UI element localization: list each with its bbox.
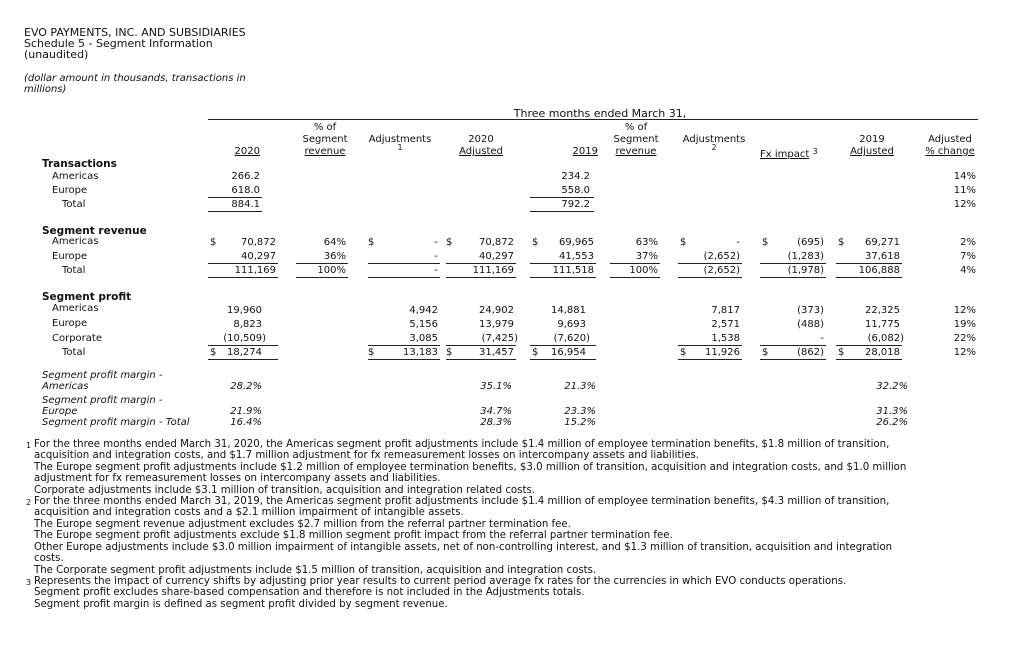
footnote-line: The Europe segment profit adjustments include $1.2 million of employee termination benefits, $3.0 million of transition, acquisition and integration costs, and $1.0 million	[34, 462, 907, 473]
rule	[208, 263, 278, 264]
cell: 558.0	[561, 185, 590, 196]
dollar-sign: $	[368, 237, 375, 248]
rule	[208, 277, 278, 278]
footnote-line: Other Europe adjustments include $3.0 million impairment of intangible assets, net of non-controlling interest, and $1.3 million of transition, acquisition and integration	[34, 542, 893, 553]
company-name: EVO PAYMENTS, INC. AND SUBSIDIARIES	[24, 26, 246, 39]
cell: 111,169	[472, 265, 514, 276]
col-adj2-note: 2	[711, 143, 717, 152]
cell: 21.3%	[564, 381, 596, 392]
cell: 37,618	[865, 251, 900, 262]
col-adj1-note: 1	[397, 143, 403, 152]
cell: 28.2%	[230, 381, 262, 392]
cell: 19%	[953, 319, 976, 330]
rule	[296, 263, 348, 264]
col-2020: 2020	[234, 146, 260, 157]
cell: 63%	[635, 237, 658, 248]
cell: 100%	[317, 265, 346, 276]
cell: 5,156	[409, 319, 438, 330]
cell: 8,823	[233, 319, 262, 330]
rule	[678, 277, 742, 278]
margin-americas-label-l2: Americas	[42, 381, 89, 392]
rule	[530, 197, 594, 198]
dollar-sign: $	[762, 237, 769, 248]
rule	[530, 359, 596, 360]
period-title: Three months ended March 31,	[513, 107, 687, 120]
cell: 14,881	[551, 305, 586, 316]
cell: (7,425)	[481, 333, 518, 344]
rule	[208, 359, 278, 360]
cell: 13,183	[403, 347, 438, 358]
section-transactions: Transactions	[42, 158, 117, 170]
dollar-sign: $	[680, 237, 687, 248]
margin-americas-label-l1: Segment profit margin -	[42, 370, 163, 381]
cell: 13,979	[479, 319, 514, 330]
cell: 884.1	[231, 199, 260, 210]
footnote-number: 2	[26, 498, 32, 507]
dollar-sign: $	[762, 347, 769, 358]
cell: (373)	[797, 305, 824, 316]
cell: 64%	[323, 237, 346, 248]
footnote-line: Segment profit margin is defined as segment profit divided by segment revenue.	[34, 599, 448, 610]
cell: -	[434, 237, 438, 248]
footnote-line: acquisition and integration costs and a $2.1 million impairment of intangible assets.	[34, 507, 464, 518]
cell: 12%	[953, 199, 976, 210]
cell: 22,325	[865, 305, 900, 316]
cell: 23.3%	[564, 406, 596, 417]
cell: 28,018	[865, 347, 900, 358]
cell: 41,553	[559, 251, 594, 262]
cell: 18,274	[227, 347, 262, 358]
col-2020adj-l1: 2020	[468, 134, 494, 145]
cell: 111,169	[234, 265, 276, 276]
rule	[678, 345, 742, 346]
cell: 3,085	[409, 333, 438, 344]
rule	[446, 359, 516, 360]
cell: 70,872	[241, 237, 276, 248]
cell: 266.2	[231, 171, 260, 182]
cell: (7,620)	[553, 333, 590, 344]
rule	[836, 345, 902, 346]
cell: 11,926	[705, 347, 740, 358]
dollar-sign: $	[838, 347, 845, 358]
cell: 11,775	[865, 319, 900, 330]
col-pct1-l3: revenue	[304, 146, 346, 157]
rule	[530, 211, 594, 212]
cell: (1,283)	[787, 251, 824, 262]
margin-europe-label-l1: Segment profit margin -	[42, 395, 163, 406]
row-label: Americas	[52, 236, 99, 247]
cell: 12%	[953, 305, 976, 316]
footnote-number: 3	[26, 578, 32, 587]
rule	[760, 277, 826, 278]
cell: 111,518	[552, 265, 594, 276]
footnote-line: The Europe segment revenue adjustment excludes $2.7 million from the referral partner termination fee.	[34, 519, 571, 530]
cell: 4,942	[409, 305, 438, 316]
cell: (695)	[797, 237, 824, 248]
dollar-sign: $	[446, 237, 453, 248]
col-pct2-l2: Segment	[613, 134, 659, 145]
cell: 106,888	[858, 265, 900, 276]
rule	[836, 277, 902, 278]
col-pct2-l3: revenue	[615, 146, 657, 157]
cell: -	[820, 333, 824, 344]
cell: 40,297	[479, 251, 514, 262]
row-label: Europe	[52, 251, 88, 262]
rule	[678, 359, 742, 360]
row-label: Europe	[52, 185, 88, 196]
rule	[368, 277, 440, 278]
col-chg-l1: Adjusted	[928, 134, 972, 145]
cell: 31.3%	[876, 406, 908, 417]
footnote-line: adjustment for fx remeasurement losses on intercompany assets and liabilities.	[34, 473, 441, 484]
cell: 21.9%	[230, 406, 262, 417]
footnote-line: Represents the impact of currency shifts by adjusting prior year results to current period average fx rates for the currencies in which EVO conducts operations.	[34, 576, 847, 587]
section-segment-profit: Segment profit	[42, 291, 132, 303]
rule	[368, 263, 440, 264]
rule	[446, 263, 516, 264]
row-label: Americas	[52, 303, 99, 314]
row-label: Total	[62, 347, 86, 358]
rule	[530, 277, 596, 278]
col-2019: 2019	[572, 146, 598, 157]
cell: 15.2%	[564, 417, 596, 428]
cell: 16.4%	[230, 417, 262, 428]
row-label: Total	[62, 265, 86, 276]
rule	[678, 263, 742, 264]
margin-total-label: Segment profit margin - Total	[42, 417, 190, 428]
cell: 11%	[953, 185, 976, 196]
cell: 7,817	[711, 305, 740, 316]
rule	[208, 197, 262, 198]
cell: (6,082)	[867, 333, 904, 344]
footnote-line: costs.	[34, 553, 64, 564]
cell: 35.1%	[480, 381, 512, 392]
cell: (2,652)	[703, 265, 740, 276]
rule	[368, 345, 440, 346]
margin-europe-label-l2: Europe	[42, 406, 78, 417]
rule	[446, 277, 516, 278]
dollar-sign: $	[532, 237, 539, 248]
cell: -	[434, 265, 438, 276]
rule	[530, 263, 596, 264]
col-pct2-l1: % of	[624, 122, 648, 133]
cell: 16,954	[551, 347, 586, 358]
units-note-line1: (dollar amount in thousands, transactions in	[24, 73, 246, 84]
footnote-line: Segment profit excludes share-based compensation and therefore is not included in the Adjustments totals.	[34, 587, 585, 598]
cell: 12%	[953, 347, 976, 358]
cell: 22%	[953, 333, 976, 344]
cell: 7%	[960, 251, 976, 262]
cell: 19,960	[227, 305, 262, 316]
col-adj1: Adjustments	[368, 134, 432, 145]
row-label: Europe	[52, 318, 88, 329]
cell: 100%	[629, 265, 658, 276]
dollar-sign: $	[446, 347, 453, 358]
col-adj2: Adjustments	[682, 134, 746, 145]
col-fx: Fx impact $^3$	[760, 147, 818, 160]
rule	[446, 345, 516, 346]
cell: 26.2%	[876, 417, 908, 428]
cell: 2,571	[711, 319, 740, 330]
dollar-sign: $	[368, 347, 375, 358]
cell: 70,872	[479, 237, 514, 248]
footnote-line: The Corporate segment profit adjustments include $1.5 million of transition, acquisition and integration costs.	[34, 565, 597, 576]
rule	[836, 263, 902, 264]
cell: -	[736, 237, 740, 248]
cell: 37%	[635, 251, 658, 262]
col-chg-l2: % change	[925, 146, 975, 157]
cell: 24,902	[479, 305, 514, 316]
cell: 792.2	[561, 199, 590, 210]
rule	[760, 359, 826, 360]
cell: 9,693	[557, 319, 586, 330]
cell: 34.7%	[480, 406, 512, 417]
rule	[760, 263, 826, 264]
footnote-number: 1	[26, 441, 32, 450]
schedule-title: Schedule 5 - Segment Information	[24, 37, 213, 50]
col-pct1-l2: Segment	[302, 134, 348, 145]
rule	[610, 263, 660, 264]
col-2019adj-l2: Adjusted	[850, 146, 894, 157]
cell: (2,652)	[703, 251, 740, 262]
unaudited-note: (unaudited)	[24, 48, 89, 61]
row-label: Total	[62, 199, 86, 210]
cell: 31,457	[479, 347, 514, 358]
footnote-line: For the three months ended March 31, 2019, the Americas segment profit adjustments include $1.4 million of employee termination benefits, $4.3 million of transition,	[34, 496, 890, 507]
cell: 36%	[323, 251, 346, 262]
header-rule	[208, 119, 978, 120]
rule	[368, 359, 440, 360]
footnote-line: The Europe segment profit adjustments exclude $1.8 million segment profit impact from the referral partner termination fee.	[34, 530, 673, 541]
cell: 69,965	[559, 237, 594, 248]
rule	[208, 211, 262, 212]
col-2019adj-l1: 2019	[859, 134, 885, 145]
cell: 28.3%	[480, 417, 512, 428]
rule	[760, 345, 826, 346]
cell: 14%	[953, 171, 976, 182]
rule	[530, 345, 596, 346]
col-pct1-l1: % of	[313, 122, 337, 133]
row-label: Americas	[52, 171, 99, 182]
rule	[610, 277, 660, 278]
cell: 1,538	[711, 333, 740, 344]
col-2020adj-l2: Adjusted	[459, 146, 503, 157]
cell: 2%	[960, 237, 976, 248]
cell: 618.0	[231, 185, 260, 196]
cell: (862)	[797, 347, 824, 358]
dollar-sign: $	[210, 347, 217, 358]
units-note-line2: millions)	[24, 84, 67, 95]
cell: -	[434, 251, 438, 262]
footnote-line: Corporate adjustments include $3.1 million of transition, acquisition and integration related costs.	[34, 485, 536, 496]
dollar-sign: $	[838, 237, 845, 248]
cell: 32.2%	[876, 381, 908, 392]
footnote-line: For the three months ended March 31, 2020, the Americas segment profit adjustments include $1.4 million of employee termination benefits, $1.8 million of transition,	[34, 439, 890, 450]
dollar-sign: $	[210, 237, 217, 248]
section-segment-revenue: Segment revenue	[42, 225, 147, 237]
rule	[836, 359, 902, 360]
row-label: Corporate	[52, 333, 102, 344]
cell: 4%	[960, 265, 976, 276]
rule	[208, 345, 278, 346]
dollar-sign: $	[680, 347, 687, 358]
rule	[296, 277, 348, 278]
footnote-line: acquisition and integration costs, and $1.7 million adjustment for fx remeasurement losses on intercompany assets and liabilities.	[34, 450, 700, 461]
cell: 69,271	[865, 237, 900, 248]
dollar-sign: $	[532, 347, 539, 358]
cell: (488)	[797, 319, 824, 330]
cell: (10,509)	[223, 333, 266, 344]
cell: 40,297	[241, 251, 276, 262]
cell: (1,978)	[787, 265, 824, 276]
cell: 234.2	[561, 171, 590, 182]
